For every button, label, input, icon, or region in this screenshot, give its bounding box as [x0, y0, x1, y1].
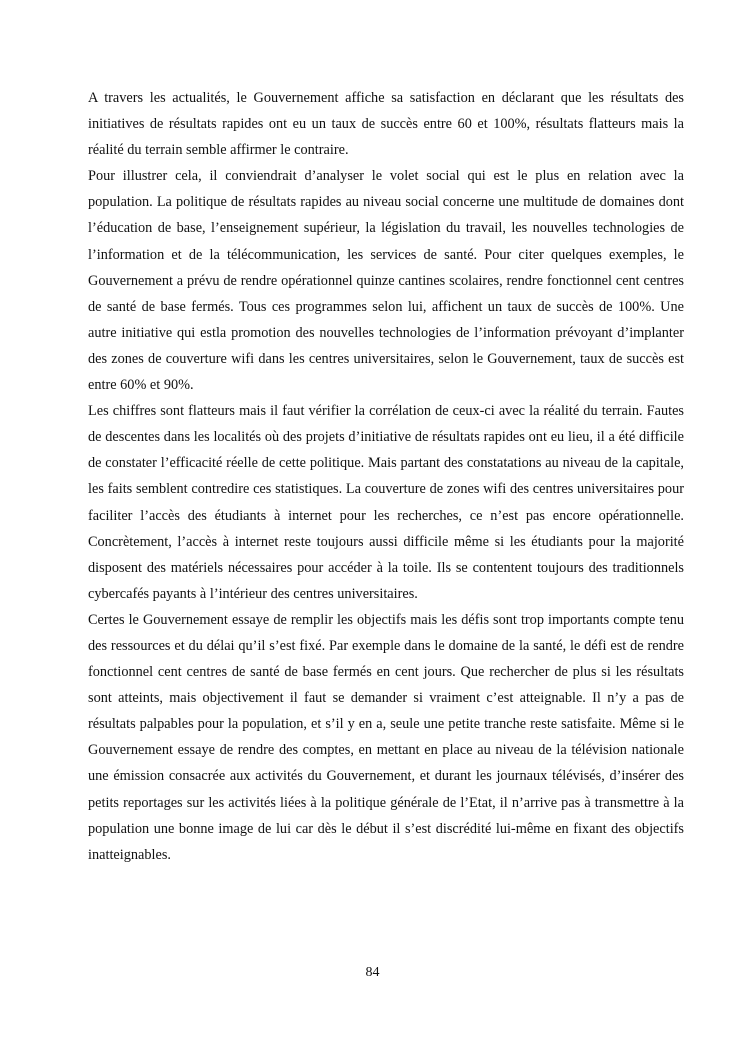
paragraph-3: Les chiffres sont flatteurs mais il faut vérifier la corrélation de ceux-ci avec la réalité du terrain. Fautes de descentes dans les localités où des projets d’initiative de résultats rapides ont eu lieu, il a été difficile de constater l’efficacité réelle de cette politique. Mais partant des constatations au niveau de la capitale, les faits semblent contredire ces statistiques. La couverture de zones wifi des centres universitaires pour faciliter l’accès des étudiants à internet pour les recherches, ce n’est pas encore opérationnelle. Concrètement, l’accès à internet reste toujours aussi difficile même si les étudiants pour la majorité disposent des matériels nécessaires pour accéder à la toile. Ils se contentent toujours des traditionnels cybercafés payants à l’intérieur des centres universitaires. [88, 403, 684, 602]
paragraph-2: Pour illustrer cela, il conviendrait d’analyser le volet social qui est le plus en relation avec la population. La politique de résultats rapides au niveau social concerne une multitude de domaines dont l’éducation de base, l’enseignement supérieur, la législation du travail, les nouvelles technologies de l’information et de la télécommunication, les services de santé. Pour citer quelques exemples, le Gouvernement a prévu de rendre opérationnel quinze cantines scolaires, rendre fonctionnel cent centres de santé de base fermés. Tous ces programmes selon lui, affichent un taux de succès de 100%. Une autre initiative qui estla promotion des nouvelles technologies de l’information prévoyant d’implanter des zones de couverture wifi dans les centres universitaires, selon le Gouvernement, taux de succès est entre 60% et 90%. [88, 168, 684, 394]
paragraph-1: A travers les actualités, le Gouvernement affiche sa satisfaction en déclarant que les résultats des initiatives de résultats rapides ont eu un taux de succès entre 60 et 100%, résultats flatteurs mais la réalité du terrain semble affirmer le contraire. [88, 90, 684, 159]
document-body [88, 85, 684, 868]
paragraph-4: Certes le Gouvernement essaye de remplir les objectifs mais les défis sont trop importants compte tenu des ressources et du délai qu’il s’est fixé. Par exemple dans le domaine de la santé, le défi est de rendre fonctionnel cent centres de santé de base fermés en cent jours. Que rechercher de plus si les résultats sont atteints, mais objectivement il faut se demander si vraiment c’est atteignable. Il n’y a pas de résultats palpables pour la population, et s’il y en a, seule une petite tranche reste satisfaite. Même si le Gouvernement essaye de rendre des comptes, en mettant en place au niveau de la télévision nationale une émission consacrée aux activités du Gouvernement, et durant les journaux télévisés, d’insérer des petits reportages sur les activités liées à la politique générale de l’Etat, il n’arrive pas à transmettre à la population une bonne image de lui car dès le début il s’est discrédité lui-même en fixant des objectifs inatteignables. [88, 611, 684, 863]
page-number: 84 [365, 965, 380, 980]
